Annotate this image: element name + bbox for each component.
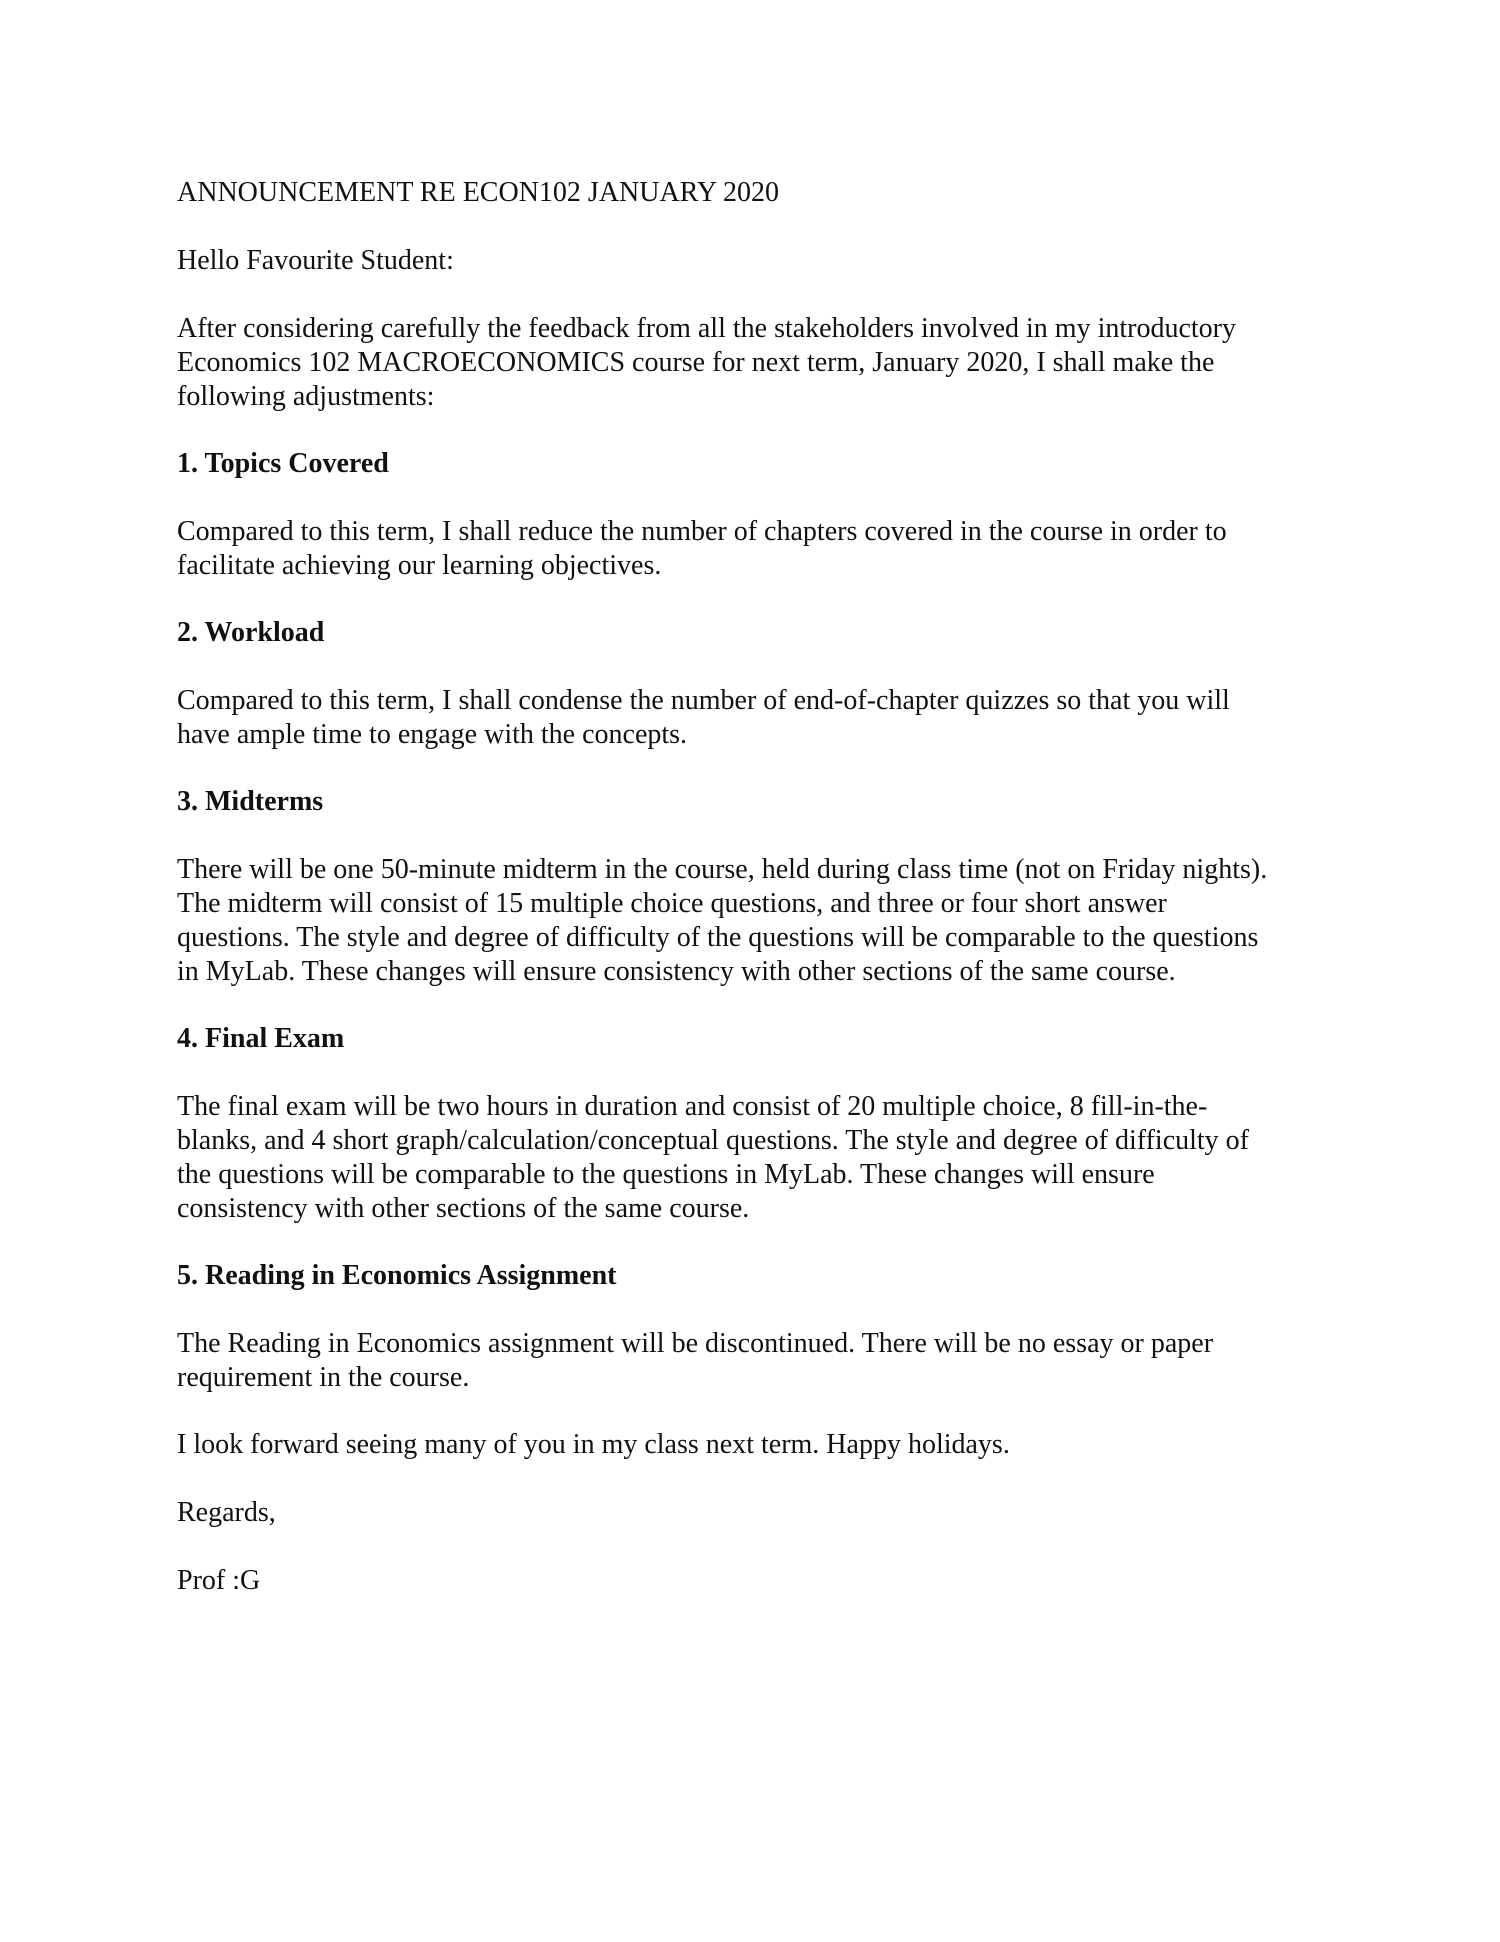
section-text-topics: Compared to this term, I shall reduce the number of chapters covered in the course in order to [177, 516, 1227, 547]
intro-line-1: After considering carefully the feedback from all the stakeholders involved in my introductory [177, 313, 1236, 344]
signoff: Regards, [177, 1497, 276, 1528]
document-title: ANNOUNCEMENT RE ECON102 JANUARY 2020 [177, 177, 780, 208]
section-heading-topics: 1. Topics Covered [177, 448, 389, 479]
section-text-midterms: in MyLab. These changes will ensure consistency with other sections of the same course. [177, 956, 1176, 987]
section-text-final-exam: the questions will be comparable to the questions in MyLab. These changes will ensure [177, 1159, 1155, 1190]
section-text-workload: Compared to this term, I shall condense the number of end-of-chapter quizzes so that you will [177, 685, 1230, 716]
intro-line-2: Economics 102 MACROECONOMICS course for next term, January 2020, I shall make the [177, 347, 1215, 378]
section-text-final-exam: blanks, and 4 short graph/calculation/conceptual questions. The style and degree of difficulty of [177, 1125, 1249, 1156]
section-heading-midterms: 3. Midterms [177, 786, 324, 817]
section-text-midterms: questions. The style and degree of difficulty of the questions will be comparable to the questions [177, 922, 1259, 953]
section-text-reading-assignment: requirement in the course. [177, 1362, 470, 1393]
section-text-midterms: The midterm will consist of 15 multiple choice questions, and three or four short answer [177, 888, 1167, 919]
section-text-reading-assignment: The Reading in Economics assignment will be discontinued. There will be no essay or paper [177, 1328, 1214, 1359]
section-heading-final-exam: 4. Final Exam [177, 1023, 345, 1054]
intro-line-3: following adjustments: [177, 381, 435, 412]
section-text-final-exam: The final exam will be two hours in duration and consist of 20 multiple choice, 8 fill-in-the- [177, 1091, 1208, 1122]
section-text-workload: have ample time to engage with the concepts. [177, 719, 688, 750]
section-heading-reading-assignment: 5. Reading in Economics Assignment [177, 1260, 617, 1291]
section-text-final-exam: consistency with other sections of the same course. [177, 1193, 750, 1224]
section-heading-workload: 2. Workload [177, 617, 325, 648]
closing-line: I look forward seeing many of you in my class next term. Happy holidays. [177, 1429, 1010, 1460]
section-text-topics: facilitate achieving our learning objectives. [177, 550, 662, 581]
signature: Prof :G [177, 1565, 261, 1596]
greeting: Hello Favourite Student: [177, 245, 454, 276]
section-text-midterms: There will be one 50-minute midterm in the course, held during class time (not on Friday nights). [177, 854, 1268, 885]
